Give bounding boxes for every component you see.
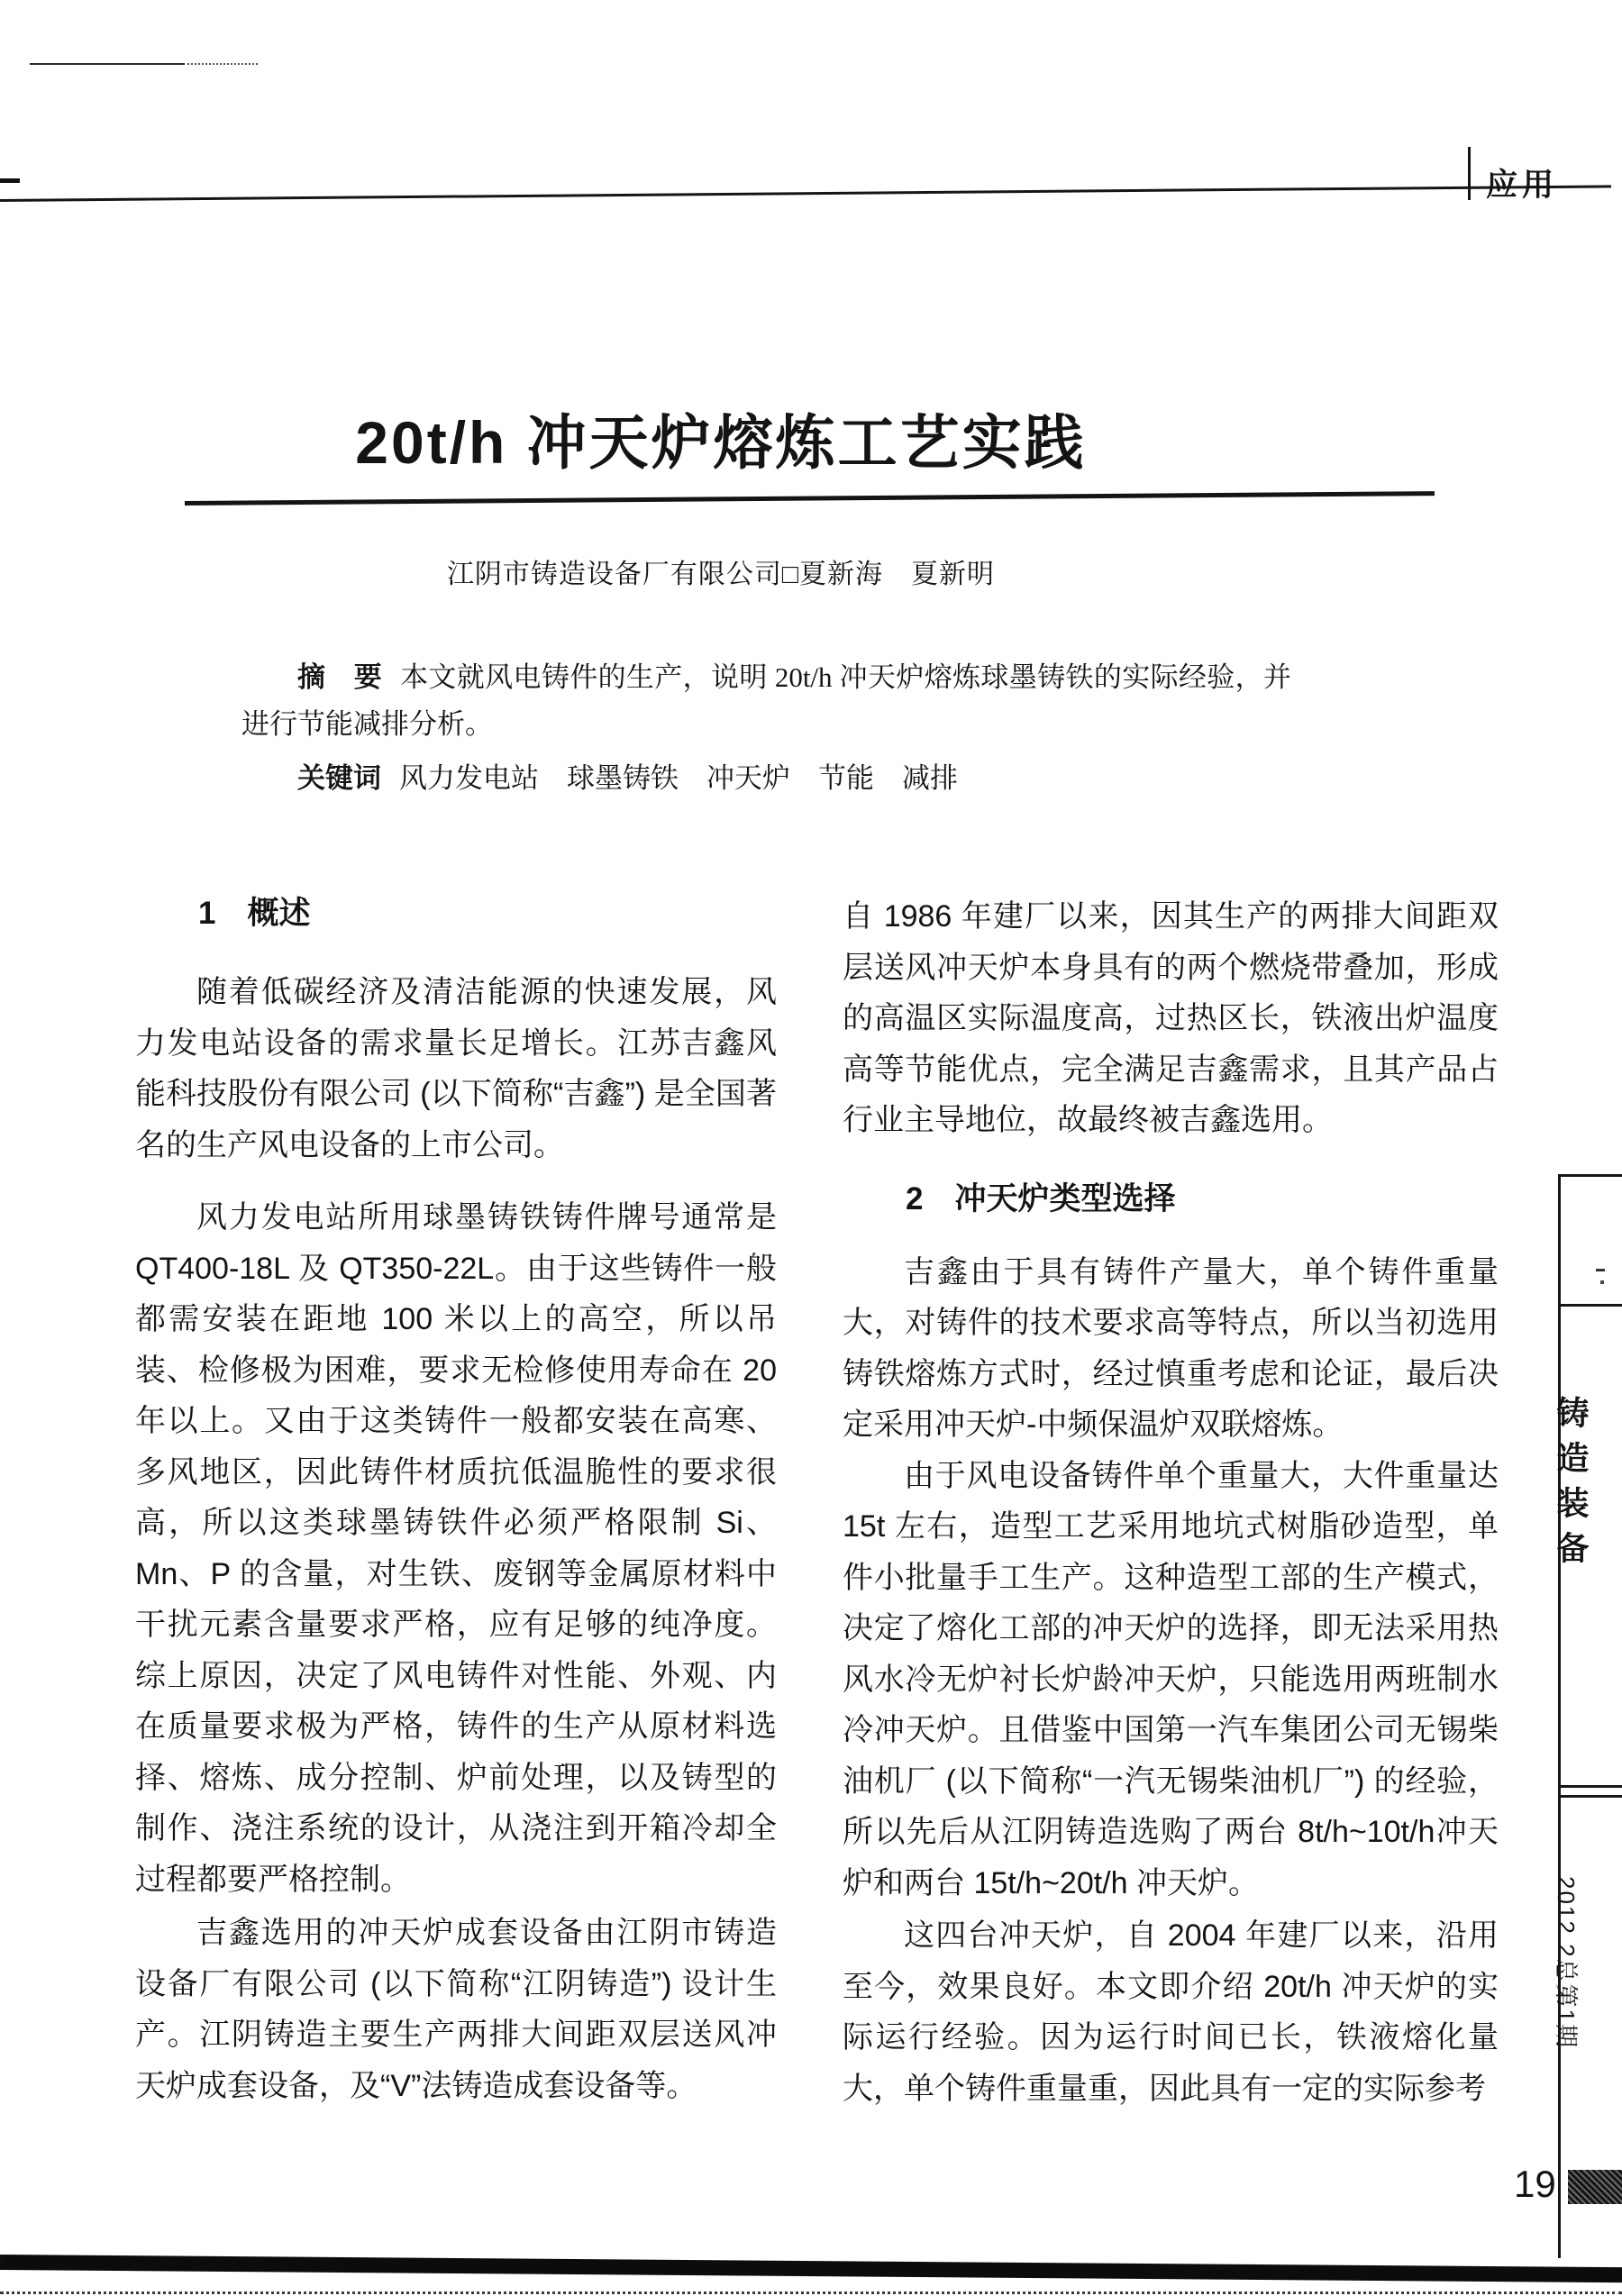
keywords-text: 风力发电站 球墨铸铁 冲天炉 节能 减排 bbox=[399, 762, 958, 794]
page-number: 19 bbox=[1514, 2163, 1556, 2205]
left-paragraph-2: 风力发电站所用球墨铸铁铸件牌号通常是QT400-18L 及 QT350-22L。由于这些铸件一般都需安装在距地 100 米以上的高空，所以吊装、检修极为困难，要求无检修使用寿命在 20年以上。又由于这类铸件一般都安装在高寒、多风地区，因此铸件材质抗低温脆性的要求很高，所以这类球墨铸铁件必须严格限制 Si、Mn、P 的含量，对生铁、废钢等金属原材料中干扰元素含量要求严格，应有足够的纯净度。综上原因，决定了风电铸件对性能、外观、内在质量要求极为严格，铸件的生产从原材料选择、熔炼、成分控制、炉前处理，以及铸型的制作、浇注系统的设计，从浇注到开箱冷却全过程都要严格控制。 bbox=[135, 1200, 777, 1897]
article-title: 20t/h 冲天炉熔炼工艺实践 bbox=[355, 409, 1087, 476]
keywords-label: 关键词 bbox=[297, 762, 381, 794]
abstract-text: 本文就风电铸件的生产，说明 20t/h 冲天炉熔炼球墨铸铁的实际经验，并进行节能减排分析。 bbox=[241, 661, 1291, 740]
abstract-block bbox=[241, 654, 1291, 748]
right-paragraph-2: 吉鑫由于具有铸件产量大，单个铸件重量大，对铸件的技术要求高等特点，所以当初选用铸铁熔炼方式时，经过慎重考虑和论证，最后决定采用冲天炉-中频保温炉双联熔炼。 bbox=[843, 1254, 1499, 1442]
page-number-hatch-block bbox=[1568, 2170, 1622, 2204]
sidebar-vertical-rule bbox=[1558, 1174, 1561, 2258]
sidebar-scan-dot bbox=[1600, 1280, 1604, 1284]
bottom-black-bar bbox=[0, 2255, 1622, 2282]
right-column bbox=[843, 879, 1499, 2114]
left-paragraph-3: 吉鑫选用的冲天炉成套设备由江阴市铸造设备厂有限公司 (以下简称“江阴铸造”) 设计生产。江阴铸造主要生产两排大间距双层送风冲天炉成套设备，及“V”法铸造成套设备等。 bbox=[135, 1916, 777, 2103]
top-left-scan-line bbox=[30, 63, 185, 65]
bottom-dotted-scan-line bbox=[0, 2291, 1622, 2294]
article-byline: 江阴市铸造设备厂有限公司□夏新海 夏新明 bbox=[446, 560, 996, 589]
header-rule bbox=[0, 185, 1611, 202]
page-header-section-label: 应用 bbox=[1486, 168, 1559, 203]
header-tick-line bbox=[1468, 147, 1471, 200]
left-edge-scan-dash bbox=[0, 178, 20, 183]
right-paragraph-3: 由于风电设备铸件单个重量大，大件重量达15t 左右，造型工艺采用地坑式树脂砂造型，单件小批量手工生产。这种造型工部的生产模式，决定了熔化工部的冲天炉的选择，即无法采用热风水冷无炉衬长炉龄冲天炉，只能选用两班制水冷冲天炉。且借鉴中国第一汽车集团公司无锡柴油机厂 (以下简称“一汽无锡柴油机厂”) 的经验，所以先后从江阴铸造选购了两台 8t/h~10t/h冲天炉和两台 15t/h~20t/h 冲天炉。 bbox=[843, 1458, 1499, 1900]
right-paragraph-4: 这四台冲天炉，自 2004 年建厂以来，沿用至今，效果良好。本文即介绍 20t/h 冲天炉的实际运行经验。因为运行时间已长，铁液熔化量大，单个铸件重量重，因此具有一定的实际参考 bbox=[843, 1918, 1499, 2106]
left-paragraph-1: 随着低碳经济及清洁能源的快速发展，风力发电站设备的需求量长足增长。江苏吉鑫风能科技股份有限公司 (以下简称“吉鑫”) 是全国著名的生产风电设备的上市公司。 bbox=[135, 975, 777, 1162]
journal-issue-info: 2012.2总第1期 bbox=[1553, 1876, 1580, 2049]
sidebar-scan-mark bbox=[1596, 1269, 1605, 1271]
sidebar-horizontal-rule-3 bbox=[1558, 1785, 1622, 1788]
sidebar-horizontal-rule-1 bbox=[1558, 1174, 1622, 1177]
keywords-block bbox=[241, 755, 1291, 796]
title-underline-rule bbox=[185, 491, 1435, 506]
section-2-heading: 2 冲天炉类型选择 bbox=[906, 1180, 1176, 1216]
right-paragraph-1: 自 1986 年建厂以来，因其生产的两排大间距双层送风冲天炉本身具有的两个燃烧带叠加，形成的高温区实际温度高，过热区长，铁液出炉温度高等节能优点，完全满足吉鑫需求，且其产品占行业主导地位，故最终被吉鑫选用。 bbox=[843, 899, 1499, 1137]
sidebar-horizontal-rule-4 bbox=[1558, 1795, 1622, 1798]
sidebar-horizontal-rule-2 bbox=[1558, 1304, 1622, 1307]
left-column bbox=[135, 879, 777, 2111]
abstract-label: 摘 要 bbox=[297, 661, 383, 693]
journal-name-vertical: 铸造装备 bbox=[1553, 1396, 1590, 1576]
section-1-heading: 1 概述 bbox=[198, 896, 311, 931]
top-left-scan-line-dashed bbox=[187, 63, 258, 65]
